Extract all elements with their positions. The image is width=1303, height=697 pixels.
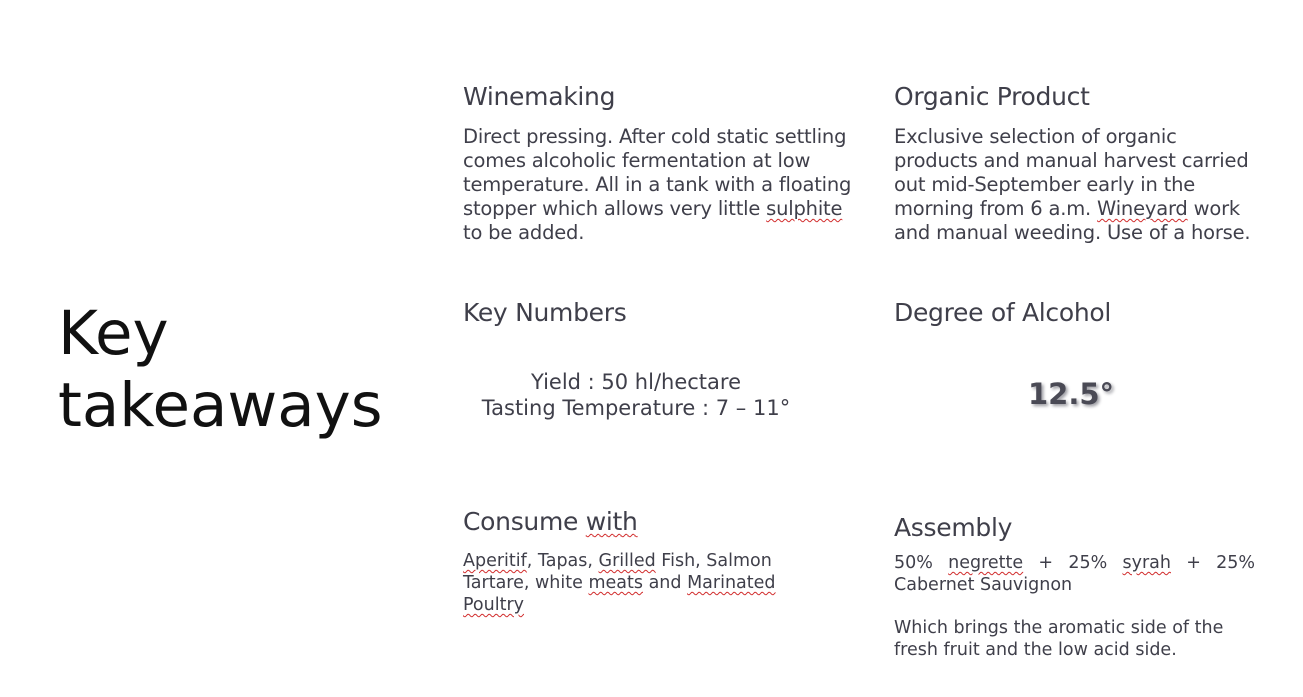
- key-numbers-heading: Key Numbers: [463, 298, 627, 327]
- title-line-1: Key: [58, 298, 169, 369]
- consume-text-part: and: [643, 573, 688, 593]
- consume-heading: [463, 507, 863, 536]
- consume-text: [463, 550, 863, 616]
- winemaking-line-4: [463, 197, 863, 221]
- organic-line-4-end: work: [1187, 197, 1241, 220]
- organic-line-4: [894, 197, 1294, 221]
- spellcheck-word: Grilled: [598, 551, 656, 571]
- assembly-section: [894, 513, 1255, 661]
- consume-line-3: [463, 594, 863, 616]
- spellcheck-word: Poultry: [463, 595, 525, 615]
- assembly-description-1: Which brings the aromatic side of the: [894, 618, 1224, 638]
- assembly-line-2: Cabernet Sauvignon: [894, 575, 1073, 595]
- key-numbers-values: [463, 369, 809, 421]
- assembly-percent: 25%: [1068, 553, 1108, 573]
- winemaking-line-1: Direct pressing. After cold static settling: [463, 125, 847, 148]
- organic-line-2: products and manual harvest carried: [894, 149, 1249, 172]
- consume-heading-text: Consume: [463, 507, 586, 536]
- assembly-heading: Assembly: [894, 513, 1013, 542]
- organic-line-4-text: morning from 6 a.m.: [894, 197, 1098, 220]
- winemaking-line-3: temperature. All in a tank with a floating: [463, 173, 852, 196]
- winemaking-line-2: comes alcoholic fermentation at low: [463, 149, 811, 172]
- consume-text-part: Tartare, white: [463, 573, 589, 593]
- winemaking-line-4-text: stopper which allows very little: [463, 197, 767, 220]
- spellcheck-word: with: [585, 507, 638, 536]
- spellcheck-word: Marinated: [687, 573, 776, 593]
- spellcheck-word: negrette: [948, 553, 1024, 573]
- assembly-percent: 50%: [894, 553, 933, 573]
- slide-title: [58, 298, 383, 442]
- organic-line-3: out mid-September early in the: [894, 173, 1196, 196]
- yield-value: Yield : 50 hl/hectare: [530, 370, 741, 394]
- title-line-2: takeaways: [58, 370, 383, 441]
- alcohol-heading: Degree of Alcohol: [894, 298, 1112, 327]
- spellcheck-word: syrah: [1122, 553, 1171, 573]
- organic-line-1: Exclusive selection of organic: [894, 125, 1177, 148]
- spellcheck-word: meats: [588, 573, 643, 593]
- consume-text-part: Fish, Salmon: [655, 551, 772, 571]
- winemaking-line-5: to be added.: [463, 221, 585, 244]
- winemaking-text: [463, 125, 863, 245]
- assembly-text: [894, 552, 1255, 661]
- consume-line-2: [463, 572, 863, 594]
- spellcheck-word: Wineyard: [1097, 197, 1188, 220]
- assembly-percent: 25%: [1216, 553, 1255, 573]
- consume-section: [463, 507, 863, 616]
- spellcheck-word: Aperitif: [463, 551, 527, 571]
- organic-text: [894, 125, 1294, 245]
- winemaking-section: [463, 82, 863, 245]
- alcohol-value: 12.5°: [1028, 377, 1115, 411]
- alcohol-section: [894, 298, 1294, 327]
- consume-text-part: , Tapas,: [526, 551, 599, 571]
- assembly-description-2: fresh fruit and the low acid side.: [894, 640, 1177, 660]
- organic-section: [894, 82, 1294, 245]
- assembly-line-1: [894, 552, 1255, 574]
- consume-line-1: [463, 550, 863, 572]
- assembly-plus: +: [1186, 553, 1201, 573]
- assembly-plus: +: [1038, 553, 1054, 573]
- winemaking-heading: Winemaking: [463, 82, 616, 111]
- spellcheck-word: sulphite: [766, 197, 843, 220]
- organic-heading: Organic Product: [894, 82, 1090, 111]
- key-numbers-section: [463, 298, 863, 327]
- organic-line-5: and manual weeding. Use of a horse.: [894, 221, 1251, 244]
- tasting-temperature-value: Tasting Temperature : 7 – 11°: [481, 396, 791, 420]
